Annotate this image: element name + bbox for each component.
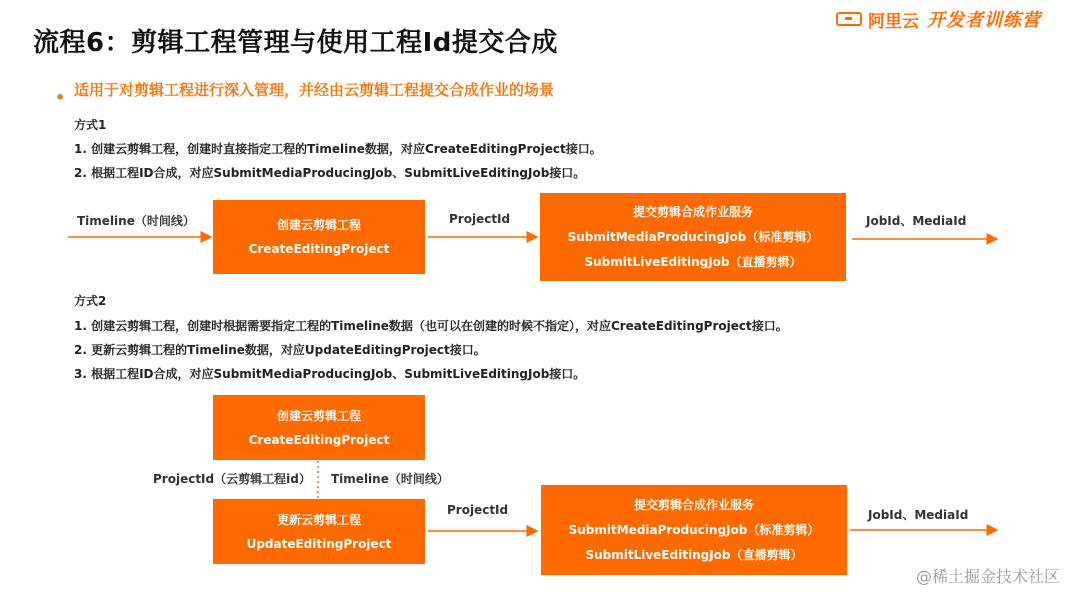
m1-input-label: Timeline（时间线）: [77, 214, 195, 228]
m2-output-label: JobId、MediaId: [868, 508, 969, 522]
box-line: 提交剪辑合成作业服务: [633, 497, 754, 512]
method2-heading: 方式2: [74, 294, 107, 308]
brand-name: 阿里云: [868, 11, 919, 32]
box-line: CreateEditingProject: [248, 432, 390, 447]
watermark: @稀土掘金技术社区: [915, 567, 1060, 586]
brand-slogan: 开发者训练营: [927, 10, 1041, 31]
box-line: 提交剪辑合成作业服务: [632, 204, 753, 219]
method1-step-1: 1. 创建云剪辑工程，创建时直接指定工程的Timeline数据，对应CreateEditingProject接口。: [74, 142, 602, 156]
bullet-icon: •: [55, 88, 66, 107]
box-line: 创建云剪辑工程: [276, 408, 361, 423]
box-line: UpdateEditingProject: [246, 536, 392, 551]
method1-heading: 方式1: [74, 118, 107, 132]
box-line: SubmitLiveEditingJob（直播剪辑）: [585, 547, 803, 562]
box-line: SubmitLiveEditingJob（直播剪辑）: [584, 254, 802, 269]
method1-step-2: 2. 根据工程ID合成，对应SubmitMediaProducingJob、SubmitLiveEditingJob接口。: [74, 166, 586, 180]
box-line: CreateEditingProject: [248, 242, 390, 256]
page-title: 流程6：剪辑工程管理与使用工程Id提交合成: [33, 28, 558, 58]
box-line: 更新云剪辑工程: [276, 512, 361, 527]
m2-submit-job-box: [541, 485, 847, 575]
subtitle: 适用于对剪辑工程进行深入管理，并经由云剪辑工程提交合成作业的场景: [74, 81, 555, 99]
m2-right-label: Timeline（时间线）: [331, 472, 449, 486]
m1-submit-job-box: [540, 193, 846, 281]
method2-step-3: 3. 根据工程ID合成，对应SubmitMediaProducingJob、SubmitLiveEditingJob接口。: [74, 367, 586, 381]
m1-output-label: JobId、MediaId: [866, 214, 967, 228]
m2-left-label: ProjectId（云剪辑工程id）: [153, 472, 311, 486]
box-line: SubmitMediaProducingJob（标准剪辑）: [567, 229, 819, 244]
m2-update-project-box: [213, 499, 425, 564]
box-line: 创建云剪辑工程: [276, 218, 361, 232]
m2-mid-label: ProjectId: [447, 503, 509, 517]
method2-step-2: 2. 更新云剪辑工程的Timeline数据，对应UpdateEditingProject接口。: [74, 343, 486, 357]
m1-mid-label: ProjectId: [449, 212, 511, 226]
m2-create-project-box: [213, 395, 425, 460]
box-line: SubmitMediaProducingJob（标准剪辑）: [568, 522, 820, 537]
method2-step-1: 1. 创建云剪辑工程，创建时根据需要指定工程的Timeline数据（也可以在创建的时候不指定），对应CreateEditingProject接口。: [74, 319, 788, 333]
m1-create-project-box: [213, 200, 425, 274]
